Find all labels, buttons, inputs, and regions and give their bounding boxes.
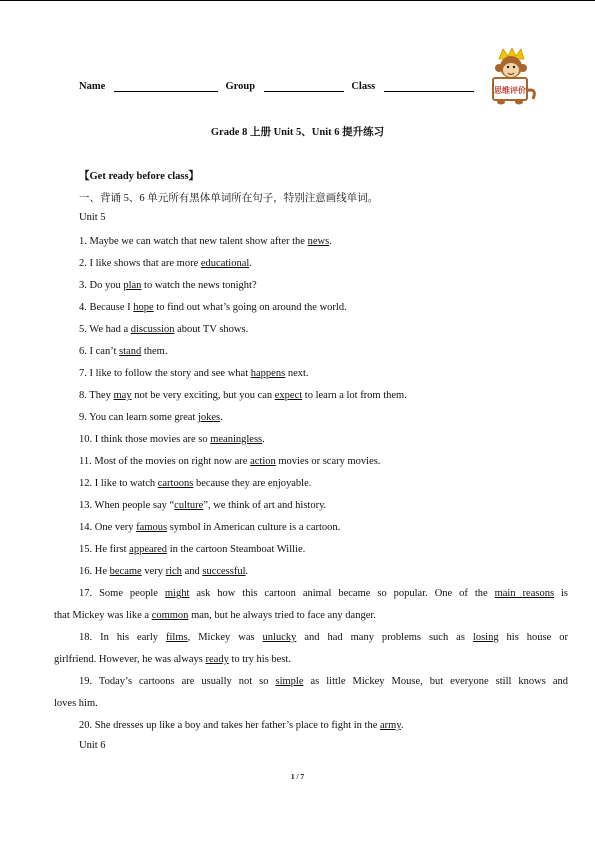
sentence-text: 15. He first [79, 544, 130, 555]
top-rule [0, 0, 595, 1]
group-label: Group [225, 81, 256, 92]
underlined-word: ready [205, 654, 229, 665]
sentence-text: . [220, 412, 223, 423]
sentence-text: . [249, 258, 252, 269]
worksheet-title: Grade 8 上册 Unit 5、Unit 6 提升练习 [210, 127, 385, 138]
sentence-line [54, 610, 376, 621]
sentence-line [79, 434, 265, 445]
sentence-text: , Mickey was [187, 632, 263, 643]
sentence-line [79, 280, 257, 291]
name-label: Name [79, 81, 106, 92]
sentence-text: 1. Maybe we can watch that new talent show after the [79, 236, 308, 247]
sentence-text: movies or scary movies. [275, 456, 381, 467]
unit-6-label: Unit 6 [79, 740, 106, 751]
student-info-header [79, 80, 489, 92]
sentence-line [79, 258, 252, 269]
sentence-text: 19. Today’s cartoons are usually not so [79, 676, 276, 687]
sentence-text: and had many problems such as [296, 632, 473, 643]
sentence-text: to learn a lot from them. [302, 390, 407, 401]
sentence-line [54, 698, 98, 709]
sentence-line [79, 302, 347, 313]
underlined-word: action [250, 456, 276, 467]
sentence-text: 2. I like shows that are more [79, 258, 201, 269]
underlined-word: common [151, 610, 189, 621]
sentence-line [79, 368, 309, 379]
sentence-text: them. [141, 346, 168, 357]
underlined-word: main reasons [494, 588, 555, 599]
underlined-word: cartoons [157, 478, 194, 489]
name-field[interactable] [114, 80, 218, 92]
sentence-text: 3. Do you [79, 280, 124, 291]
instruction-text: 一、背诵 5、6 单元所有黑体单词所在句子，特别注意画线单词。 [79, 193, 379, 204]
sentence-text: about TV shows. [174, 324, 249, 335]
sentence-text: is [554, 588, 568, 599]
sentence-text: in the cartoon Steamboat Willie. [167, 544, 306, 555]
sentence-line [79, 588, 568, 599]
class-field[interactable] [384, 80, 474, 92]
underlined-word: hope [133, 302, 154, 313]
underlined-word: army [380, 720, 401, 731]
underlined-word: happens [250, 368, 286, 379]
sentence-line [79, 566, 248, 577]
sentence-text: to try his best. [228, 654, 291, 665]
sentence-text: ask how this cartoon animal became so popular. One of the [189, 588, 495, 599]
sentence-text: 17. Some people [79, 588, 165, 599]
sentence-text: . [329, 236, 332, 247]
sentence-text: 9. You can learn some great [79, 412, 198, 423]
sentence-line [79, 456, 380, 467]
underlined-word: simple [275, 676, 304, 687]
sentence-text: . [400, 720, 404, 731]
monkey-evaluation-logo [481, 47, 539, 107]
underlined-word: culture [174, 500, 204, 511]
sentence-text: as little Mickey Mouse, but everyone still knows and [303, 676, 568, 687]
sentence-line [54, 654, 291, 665]
sentence-line [79, 544, 305, 555]
underlined-word: stand [119, 346, 142, 357]
sentence-line [79, 346, 167, 357]
sentence-text: symbol in American culture is a cartoon. [167, 522, 341, 533]
sentence-text: loves him. [54, 698, 98, 709]
sentence-text: 10. I think those movies are so [79, 434, 211, 445]
unit-5-label: Unit 5 [79, 212, 106, 223]
underlined-word: successful [202, 566, 246, 577]
sentence-line [79, 324, 248, 335]
sentence-text: that Mickey was like a [54, 610, 152, 621]
sentence-line [79, 500, 326, 511]
underlined-word: rich [165, 566, 182, 577]
sentence-line [79, 412, 223, 423]
sentence-text: not be very exciting, but you can [131, 390, 275, 401]
group-field[interactable] [264, 80, 344, 92]
underlined-word: meaningless [210, 434, 263, 445]
sentence-text: 13. When people say “ [79, 500, 175, 511]
sentence-text: . [262, 434, 265, 445]
sentence-text: man, but he always tried to face any danger. [188, 610, 376, 621]
underlined-word: films [166, 632, 188, 643]
sentence-line [79, 478, 311, 489]
sentence-text: because they are enjoyable. [193, 478, 312, 489]
page-number: 1 / 7 [290, 772, 305, 781]
class-label: Class [351, 81, 376, 92]
sentence-line [79, 632, 568, 643]
sentence-text: very [141, 566, 166, 577]
sentence-text: to find out what’s going on around the world. [153, 302, 347, 313]
sentence-text: next. [285, 368, 309, 379]
sentence-line [79, 236, 332, 247]
underlined-word: plan [123, 280, 142, 291]
underlined-word: expect [274, 390, 303, 401]
sentence-text: 7. I like to follow the story and see what [79, 368, 251, 379]
underlined-word: famous [136, 522, 168, 533]
underlined-word: educational [200, 258, 250, 269]
sentence-text: girlfriend. However, he was always [54, 654, 206, 665]
underlined-word: news [307, 236, 330, 247]
underlined-word: losing [472, 632, 499, 643]
section-heading: 【Get ready before class】 [79, 171, 200, 182]
sentence-text: and [181, 566, 203, 577]
sentence-line [79, 522, 340, 533]
sentence-line [79, 720, 404, 731]
sentence-text: 18. In his early [79, 632, 166, 643]
underlined-word: jokes [197, 412, 221, 423]
sentence-text: 11. Most of the movies on right now are [79, 456, 251, 467]
sentence-text: 14. One very [79, 522, 137, 533]
sentence-text: 8. They [79, 390, 114, 401]
sentence-line [79, 390, 407, 401]
underlined-word: discussion [130, 324, 175, 335]
underlined-word: may [113, 390, 132, 401]
sentence-text: his house or [498, 632, 568, 643]
sentence-text: 5. We had a [79, 324, 131, 335]
underlined-word: became [109, 566, 142, 577]
sentence-text: ”, we think of art and history. [203, 500, 327, 511]
logo-badge-text: 思维评价 [494, 86, 526, 95]
underlined-word: appeared [129, 544, 168, 555]
underlined-word: might [164, 588, 190, 599]
sentence-text: to watch the news tonight? [141, 280, 257, 291]
sentence-line [79, 676, 568, 687]
sentence-text: 4. Because I [79, 302, 134, 313]
sentence-text: 20. She dresses up like a boy and takes her father’s place to fight in the [79, 720, 381, 731]
sentence-text: 16. He [79, 566, 110, 577]
sentence-text: . [245, 566, 249, 577]
sentence-text: 6. I can’t [79, 346, 120, 357]
underlined-word: unlucky [262, 632, 297, 643]
sentence-text: 12. I like to watch [79, 478, 158, 489]
